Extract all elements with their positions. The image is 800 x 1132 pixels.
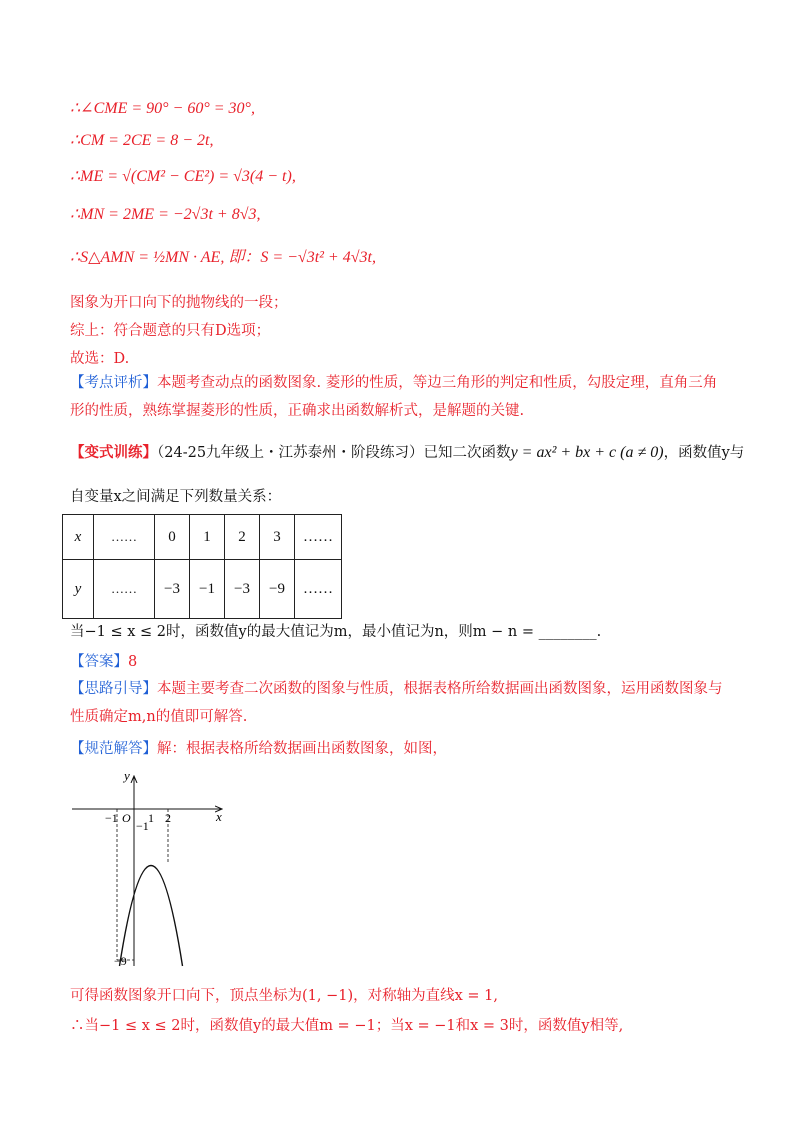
table-row-x	[63, 515, 342, 560]
bianshi-source: （24-25九年级上・江苏泰州・阶段练习）已知二次函数	[157, 445, 511, 461]
derivation-line-6: 图象为开口向下的抛物线的一段；	[70, 295, 288, 311]
x-axis-label: x	[216, 809, 222, 824]
silu-tag: 【思路引导】	[70, 681, 157, 697]
answer-value: 8	[128, 654, 138, 670]
y-axis-label: y	[124, 768, 130, 783]
derivation-line-7: 综上：符合题意的只有D选项；	[70, 323, 271, 339]
derivation-line-5: ∴S△AMN = ½MN · AE, 即：S = −√3t² + 4√3t,	[70, 249, 376, 266]
guifan-text: 解：根据表格所给数据画出函数图象，如图，	[157, 741, 447, 757]
values-table	[62, 514, 342, 619]
table-cell: −9	[260, 560, 295, 619]
guifan-line	[70, 737, 447, 758]
table-cell: 0	[155, 515, 190, 560]
answer-line	[70, 650, 137, 671]
bianshi-line-2: 自变量x之间满足下列数量关系：	[70, 489, 282, 505]
derivation-line-4: ∴MN = 2ME = −2√3t + 8√3,	[70, 206, 261, 223]
table-cell: y	[63, 560, 94, 619]
kaodian-paragraph	[70, 369, 730, 425]
table-cell: −3	[225, 560, 260, 619]
parabola-graph	[70, 768, 240, 968]
table-row-y	[63, 560, 342, 619]
value-label-neg1: −1	[136, 819, 149, 833]
question-text: 当−1 ≤ x ≤ 2时，函数值y的最大值记为m，最小值记为n，则m − n = ________.	[70, 624, 602, 640]
bianshi-equation: y = ax² + bx + c (a ≠ 0)	[510, 444, 664, 461]
derivation-line-3: ∴ME = √(CM² − CE²) = √3(4 − t),	[70, 168, 296, 185]
kaodian-text: 本题考查动点的函数图象. 菱形的性质，等边三角形的判定和性质，勾股定理，直角三角形的性质，熟练掌握菱形的性质，正确求出函数解析式，是解题的关键.	[70, 375, 718, 419]
parabola-curve	[120, 866, 183, 967]
table-cell: −3	[155, 560, 190, 619]
tick-label-1: 1	[148, 811, 154, 825]
bianshi-tag: 【变式训练】	[70, 444, 157, 461]
table-cell: x	[63, 515, 94, 560]
bianshi-tail: ，函数值y与	[663, 445, 745, 461]
table-cell: 1	[190, 515, 225, 560]
conclusion-line-2: ∴当−1 ≤ x ≤ 2时，函数值y的最大值m = −1；当x = −1和x = 3时，函数值y相等,	[70, 1018, 624, 1034]
silu-paragraph	[70, 675, 730, 731]
answer-tag: 【答案】	[70, 654, 128, 670]
table-cell-dots: ……	[94, 515, 155, 560]
table-cell: 3	[260, 515, 295, 560]
table-cell: ……	[295, 560, 342, 619]
final-choice: 故选：D.	[70, 351, 130, 367]
bianshi-heading	[70, 441, 744, 462]
derivation-line-1: ∴∠CME = 90° − 60° = 30°,	[70, 100, 255, 117]
conclusion-line-1: 可得函数图象开口向下，顶点坐标为(1, −1)，对称轴为直线x = 1,	[70, 988, 499, 1004]
tick-label-2: 2	[165, 811, 171, 825]
value-label-neg9: −9	[114, 954, 127, 968]
table-cell: ……	[295, 515, 342, 560]
table-cell: −1	[190, 560, 225, 619]
silu-text: 本题主要考查二次函数的图象与性质，根据表格所给数据画出函数图象，运用函数图象与性质确定m,n的值即可解答.	[70, 681, 723, 725]
table-cell: 2	[225, 515, 260, 560]
guifan-tag: 【规范解答】	[70, 741, 157, 757]
derivation-line-2: ∴CM = 2CE = 8 − 2t,	[70, 132, 214, 149]
origin-label: O	[122, 811, 131, 825]
tick-label-neg1: −1	[105, 811, 118, 825]
table-cell-dots: ……	[94, 560, 155, 619]
kaodian-tag: 【考点评析】	[70, 375, 157, 391]
